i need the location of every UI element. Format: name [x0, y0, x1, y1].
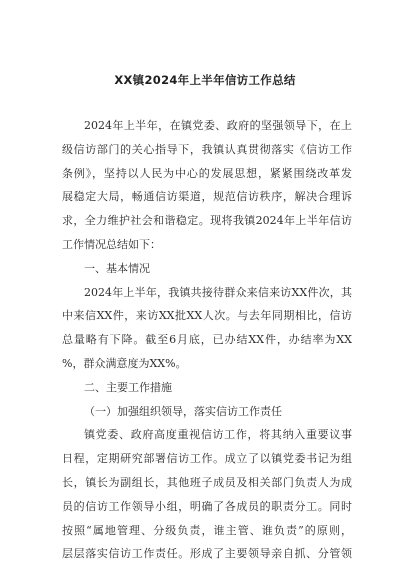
paragraph-line: 镇党委、政府高度重视信访工作，将其纳入重要议事: [84, 428, 352, 442]
paragraph-line: 展稳定大局，畅通信访渠道，规范信访秩序，解决合理诉: [62, 190, 352, 204]
paragraph-line: 长，镇长为副组长，其他班子成员及相关部门负责人为成: [62, 475, 352, 489]
paragraph-line: 条例》，坚持以人民为中心的发展思想，紧紧围绕改革发: [62, 166, 352, 180]
paragraph-line: 2024年上半年，我镇共接待群众来信来访XX件次，其: [84, 285, 352, 299]
paragraph-line: 级信访部门的关心指导下，我镇认真贯彻落实《信访工作: [62, 142, 352, 156]
document-body: [62, 114, 352, 566]
paragraph-line: 2024年上半年，在镇党委、政府的坚强领导下，在上: [84, 119, 352, 132]
paragraph-line: 中来信XX件，来访XX批XX人次。与去年同期相比，信访: [62, 309, 352, 323]
paragraph-line: 日程，定期研究部署信访工作。成立了以镇党委书记为组: [62, 452, 352, 466]
section-heading: 一、基本情况: [84, 261, 150, 275]
paragraph-line: 求，全力维护社会和谐稳定。现将我镇2024年上半年信访: [62, 214, 352, 228]
paragraph-line: 按照“属地管理、分级负责，谁主管、谁负责”的原则，: [62, 523, 352, 537]
paragraph-line: 层层落实信访工作责任。形成了主要领导亲自抓、分管领: [62, 547, 352, 561]
document-title: XX镇2024年上半年信访工作总结: [114, 73, 296, 87]
paragraph-line: 员的信访工作领导小组，明确了各成员的职责分工。同时: [62, 499, 352, 513]
paragraph-line: 总量略有下降。截至6月底，已办结XX件，办结率为XX: [62, 333, 352, 347]
subsection-heading: （一）加强组织领导，落实信访工作责任: [84, 404, 282, 418]
paragraph-line: 工作情况总结如下：: [62, 237, 161, 251]
section-heading: 二、主要工作措施: [84, 380, 172, 394]
paragraph-line: %，群众满意度为XX%。: [62, 356, 187, 370]
